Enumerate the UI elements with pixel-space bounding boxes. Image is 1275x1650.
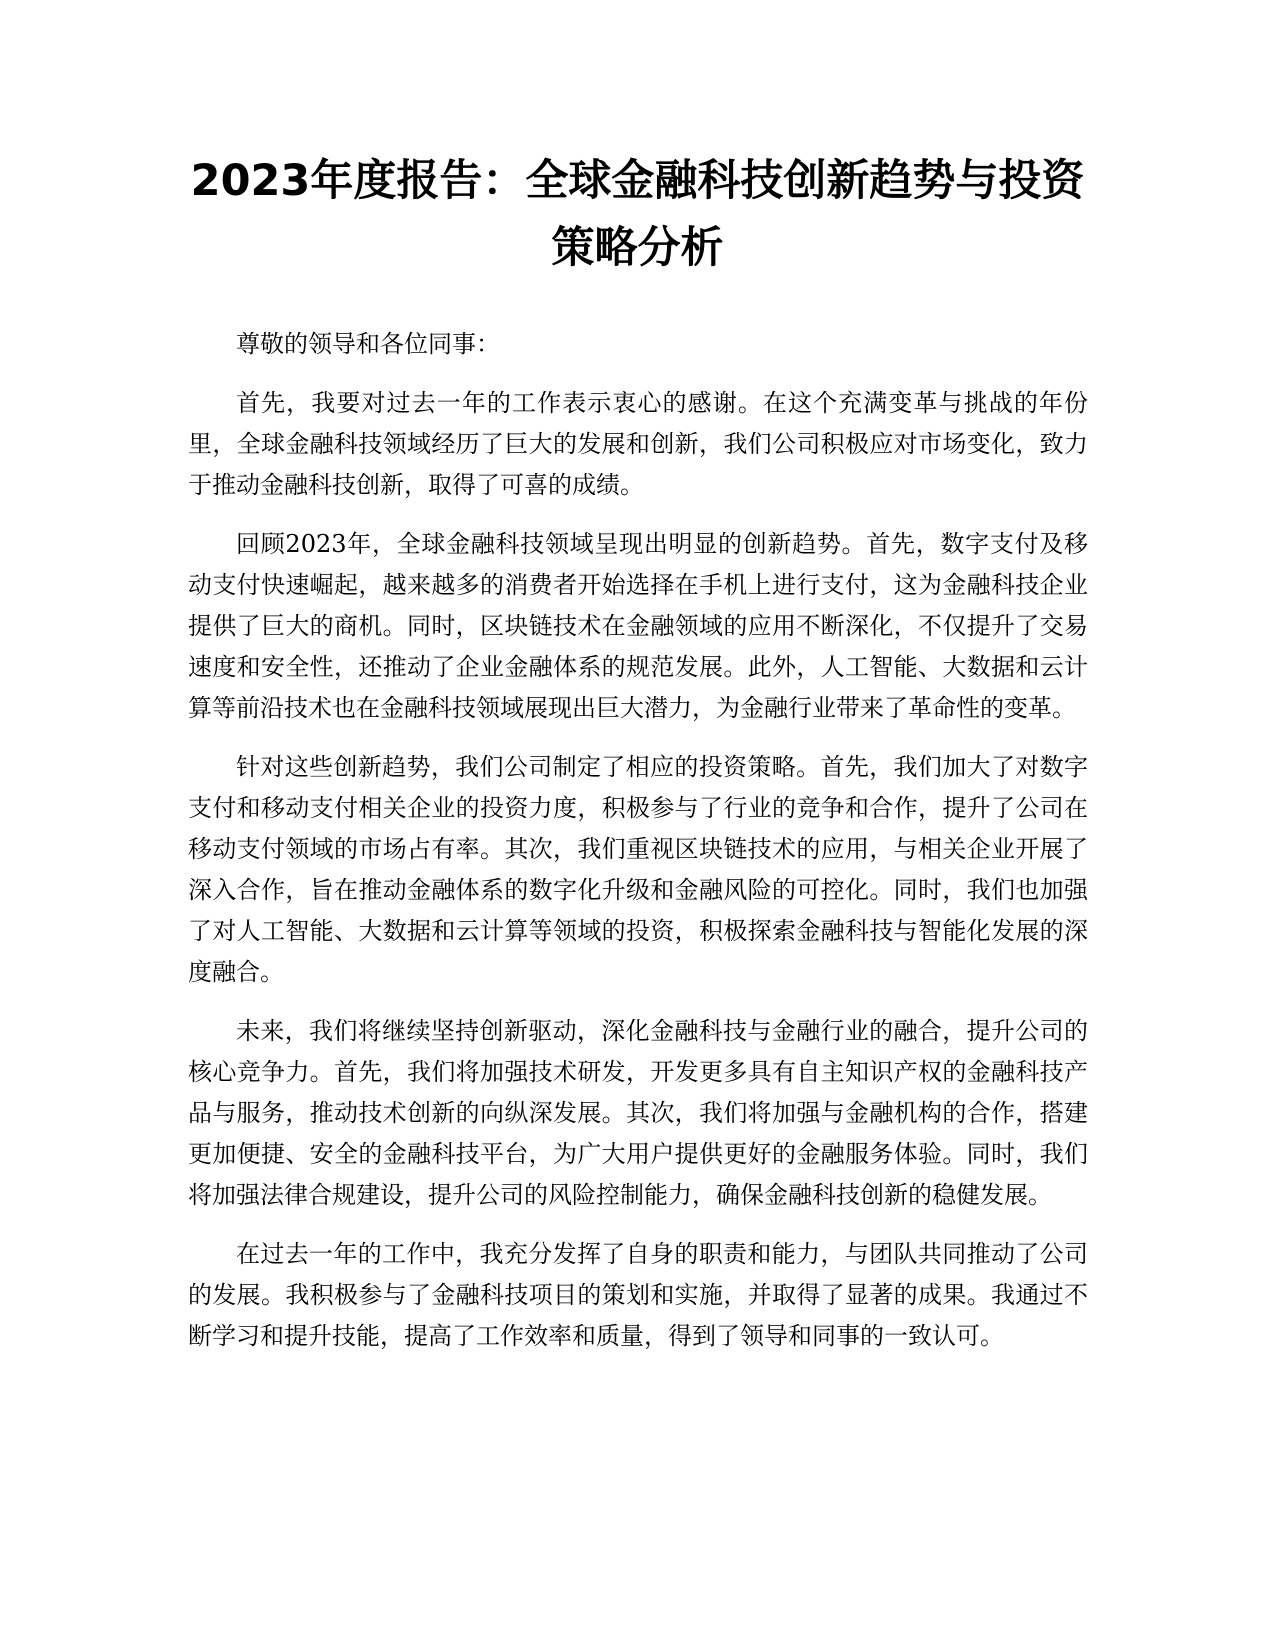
body-paragraph: 首先，我要对过去一年的工作表示衷心的感谢。在这个充满变革与挑战的年份里，全球金融科技领域经历了巨大的发展和创新，我们公司积极应对市场变化，致力于推动金融科技创新，取得了可喜的成绩。 [188,389,1088,499]
body-paragraph: 针对这些创新趋势，我们公司制定了相应的投资策略。首先，我们加大了对数字支付和移动支付相关企业的投资力度，积极参与了行业的竞争和合作，提升了公司在移动支付领域的市场占有率。其次，我们重视区块链技术的应用，与相关企业开展了深入合作，旨在推动金融体系的数字化升级和金融风险的可控化。同时，我们也加强了对人工智能、大数据和云计算等领域的投资，积极探索金融科技与智能化发展的深度融合。 [188,753,1088,986]
body-paragraph: 未来，我们将继续坚持创新驱动，深化金融科技与金融行业的融合，提升公司的核心竞争力。首先，我们将加强技术研发，开发更多具有自主知识产权的金融科技产品与服务，推动技术创新的向纵深发展。其次，我们将加强与金融机构的合作，搭建更加便捷、安全的金融科技平台，为广大用户提供更好的金融服务体验。同时，我们将加强法律合规建设，提升公司的风险控制能力，确保金融科技创新的稳健发展。 [188,1017,1088,1209]
body-paragraph: 回顾2023年，全球金融科技领域呈现出明显的创新趋势。首先，数字支付及移动支付快速崛起，越来越多的消费者开始选择在手机上进行支付，这为金融科技企业提供了巨大的商机。同时，区块链技术在金融领域的应用不断深化，不仅提升了交易速度和安全性，还推动了企业金融体系的规范发展。此外，人工智能、大数据和云计算等前沿技术也在金融科技领域展现出巨大潜力，为金融行业带来了革命性的变革。 [188,530,1088,722]
salutation-paragraph: 尊敬的领导和各位同事： [236,330,500,358]
document-title: 2023年度报告：全球金融科技创新趋势与投资策略分析 [190,156,1085,273]
document-body [188,324,1088,1375]
body-paragraph: 在过去一年的工作中，我充分发挥了自身的职责和能力，与团队共同推动了公司的发展。我积极参与了金融科技项目的策划和实施，并取得了显著的成果。我通过不断学习和提升技能，提高了工作效率和质量，得到了领导和同事的一致认可。 [188,1240,1088,1350]
